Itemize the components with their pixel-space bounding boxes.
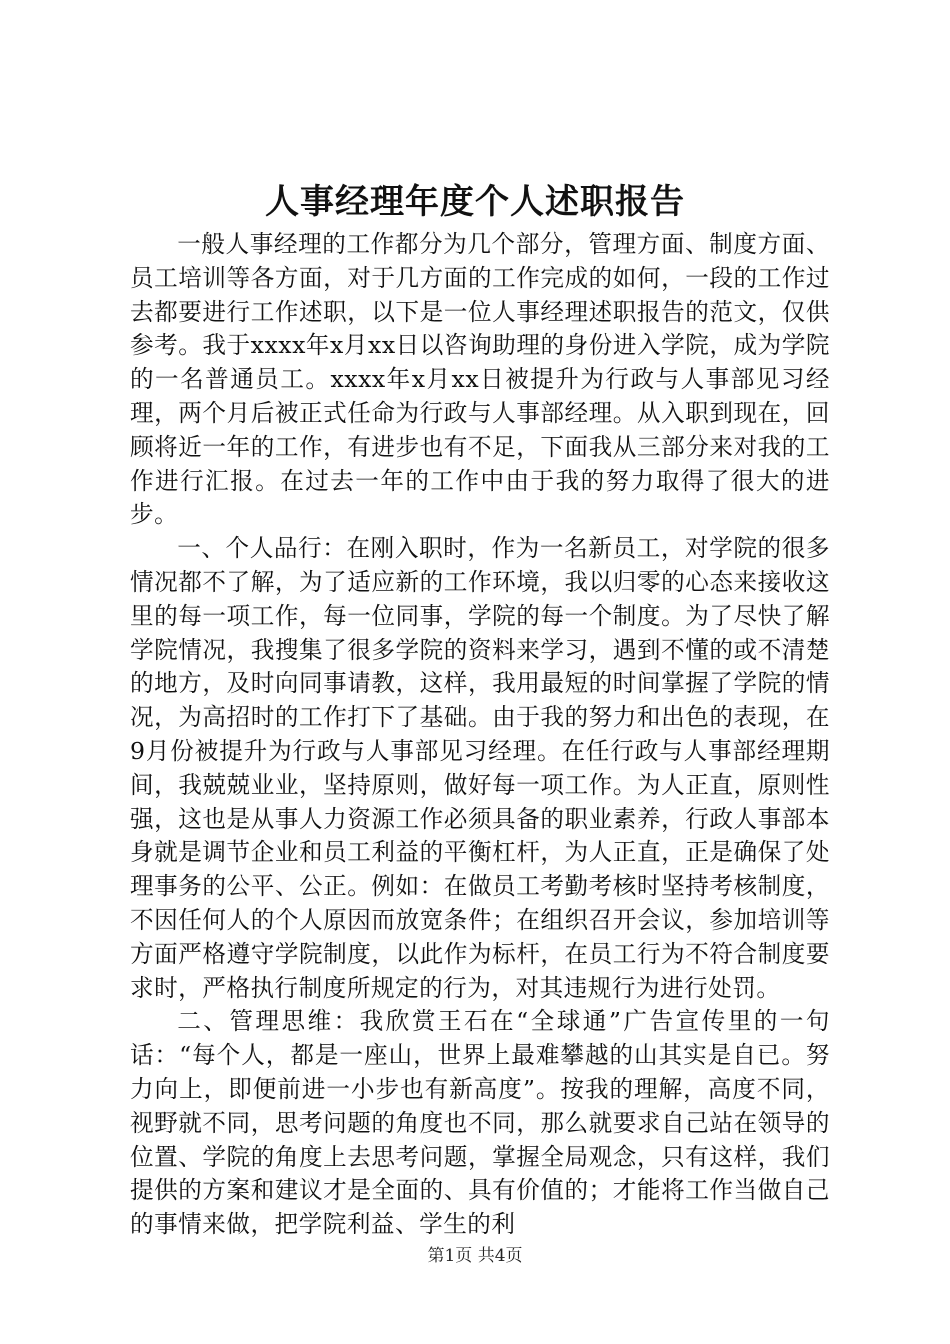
paragraph-management-thinking: 二、管理思维：我欣赏王石在“全球通”广告宣传里的一句话：“每个人，都是一座山，世界上最难攀越的山其实是自已。努力向上，即便前进一小步也有新高度”。按我的理解，高度不同，视野就不同，思考问题的角度也不同，那么就要求自己站在领导的位置、学院的角度上去思考问题，掌握全局观念，只有这样，我们提供的方案和建议才是全面的、具有价值的；才能将工作当做自己的事情来做，把学院利益、学生的利 xyxy=(130,1007,830,1239)
paragraph-personal-conduct: 一、个人品行：在刚入职时，作为一名新员工，对学院的很多情况都不了解，为了适应新的工作环境，我以归零的心态来接收这里的每一项工作，每一位同事，学院的每一个制度。为了尽快了解学院情况，我搜集了很多学院的资料来学习，遇到不懂的或不清楚的地方，及时向同事请教，这样，我用最短的时间掌握了学院的情况，为高招时的工作打下了基础。由于我的努力和出色的表现，在9月份被提升为行政与人事部见习经理。在任行政与人事部经理期间，我兢兢业业，坚持原则，做好每一项工作。为人正直，原则性强，这也是从事人力资源工作必须具备的职业素养，行政人事部本身就是调节企业和员工利益的平衡杠杆，为人正直，正是确保了处理事务的公平、公正。例如：在做员工考勤考核时坚持考核制度，不因任何人的个人原因而放宽条件；在组织召开会议，参加培训等方面严格遵守学院制度，以此作为标杆，在员工行为不符合制度要求时，严格执行制度所规定的行为，对其违规行为进行处罚。 xyxy=(130,534,830,1002)
document-title: 人事经理年度个人述职报告 xyxy=(265,182,685,222)
paragraph-intro: 一般人事经理的工作都分为几个部分，管理方面、制度方面、员工培训等各方面，对于几方面的工作完成的如何，一段的工作过去都要进行工作述职，以下是一位人事经理述职报告的范文，仅供参考。我于xxxx年x月xx日以咨询助理的身份进入学院，成为学院的一名普通员工。xxxx年x月xx日被提升为行政与人事部见习经理，两个月后被正式任命为行政与人事部经理。从入职到现在，回顾将近一年的工作，有进步也有不足，下面我从三部分来对我的工作进行汇报。在过去一年的工作中由于我的努力取得了很大的进步。 xyxy=(130,230,830,529)
document-body xyxy=(130,228,830,1242)
page-footer: 第1页 共4页 xyxy=(427,1246,523,1266)
